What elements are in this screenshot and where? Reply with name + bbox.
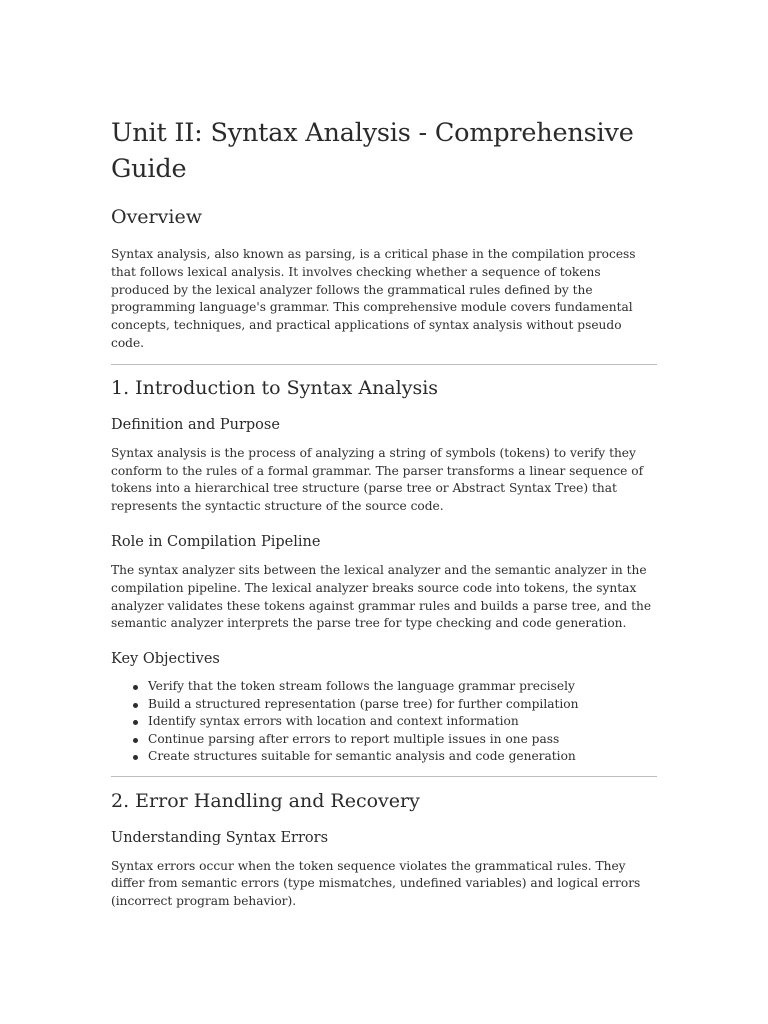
role-paragraph: The syntax analyzer sits between the lexical analyzer and the semantic analyzer in the compilation pipeline. The lexical analyzer breaks source code into tokens, the syntax analyzer validates these tokens against grammar rules and builds a parse tree, and the semantic analyzer interprets the parse tree for type checking and code generation. bbox=[111, 562, 652, 631]
definition-paragraph: Syntax analysis is the process of analyzing a string of symbols (tokens) to verify they conform to the rules of a formal grammar. The parser transforms a linear sequence of tokens into a hierarchical tree structure (parse tree or Abstract Syntax Tree) that represents the syntactic structure of the source code. bbox=[111, 445, 644, 514]
list-item-text: Build a structured representation (parse tree) for further compilation bbox=[148, 696, 579, 711]
section-divider bbox=[111, 776, 657, 777]
bullet-icon bbox=[133, 755, 138, 760]
definition-heading: Definition and Purpose bbox=[111, 416, 280, 433]
section-divider bbox=[111, 364, 657, 365]
objectives-heading: Key Objectives bbox=[111, 651, 220, 668]
understanding-heading: Understanding Syntax Errors bbox=[111, 829, 329, 846]
list-item-text: Identify syntax errors with location and context information bbox=[148, 714, 519, 729]
section2-heading: 2. Error Handling and Recovery bbox=[111, 789, 420, 812]
list-item bbox=[133, 696, 658, 714]
bullet-icon bbox=[133, 685, 138, 690]
document-title: Unit II: Syntax Analysis - Comprehensive Guide bbox=[111, 118, 634, 184]
list-item-text: Continue parsing after errors to report multiple issues in one pass bbox=[148, 731, 560, 746]
role-heading: Role in Compilation Pipeline bbox=[111, 533, 321, 550]
overview-heading: Overview bbox=[111, 206, 202, 228]
overview-paragraph: Syntax analysis, also known as parsing, is a critical phase in the compilation process that follows lexical analysis. It involves checking whether a sequence of tokens produced by the lexical analyzer follows the grammatical rules defined by the programming language's grammar. This comprehensive module covers fundamental concepts, techniques, and practical applications of syntax analysis without pseudo code. bbox=[111, 247, 636, 350]
list-item bbox=[133, 731, 658, 749]
understanding-paragraph: Syntax errors occur when the token sequence violates the grammatical rules. They differ from semantic errors (type mismatches, undefined variables) and logical errors (incorrect program behavior). bbox=[111, 858, 641, 909]
bullet-icon bbox=[133, 738, 138, 743]
bullet-icon bbox=[133, 703, 138, 708]
list-item bbox=[133, 713, 658, 731]
section1-heading: 1. Introduction to Syntax Analysis bbox=[111, 376, 439, 399]
list-item-text: Verify that the token stream follows the language grammar precisely bbox=[148, 679, 575, 694]
bullet-icon bbox=[133, 720, 138, 725]
list-item bbox=[133, 748, 658, 766]
objectives-list bbox=[111, 678, 658, 766]
list-item-text: Create structures suitable for semantic analysis and code generation bbox=[148, 749, 576, 764]
list-item bbox=[133, 678, 658, 696]
